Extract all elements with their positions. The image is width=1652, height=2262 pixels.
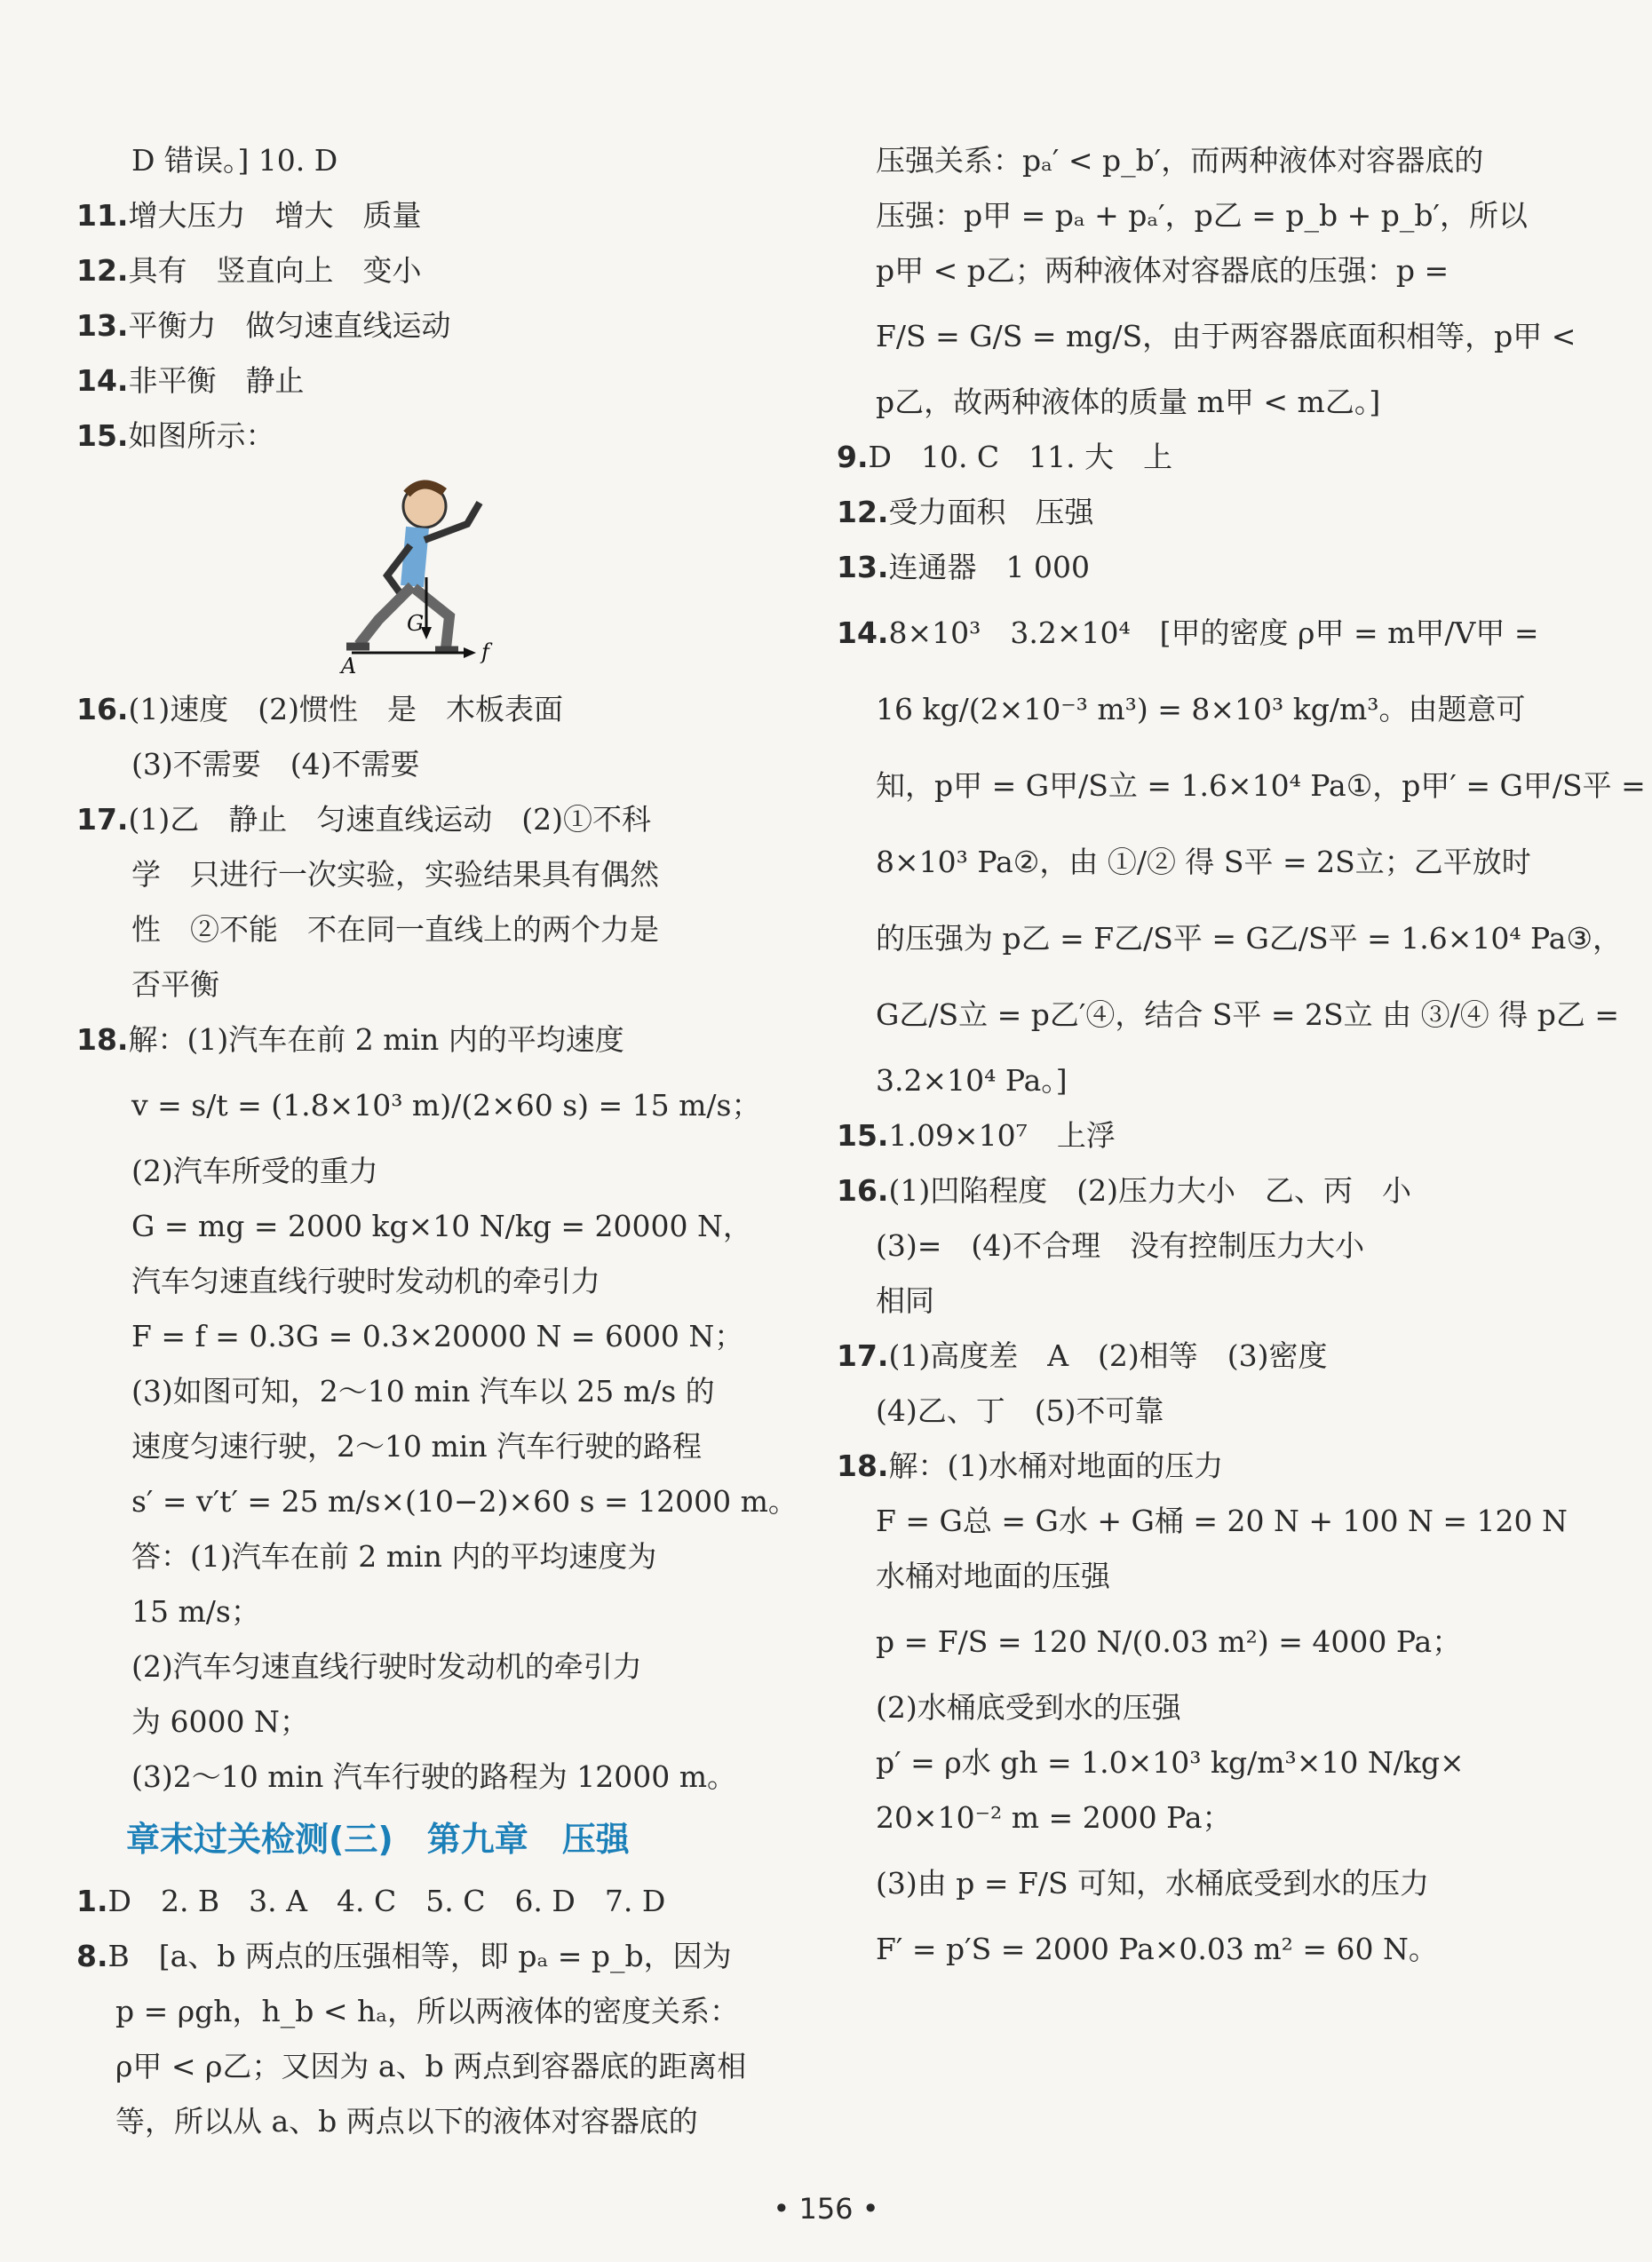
- answer-line: 18.解：(1)汽车在前 2 min 内的平均速度: [76, 1022, 624, 1057]
- answer-line: 水桶对地面的压强: [876, 1559, 1110, 1593]
- formula-line: F = G总 = G水 + G桶 = 20 N + 100 N = 120 N: [876, 1504, 1568, 1538]
- answer-line: 8.B [a、b 两点的压强相等，即 pₐ = p_b，因为: [76, 1939, 732, 1973]
- answer-line: (4)乙、丁 (5)不可靠: [876, 1393, 1164, 1428]
- answer-line: 18.解：(1)水桶对地面的压力: [837, 1448, 1224, 1483]
- answer-line: 16.(1)速度 (2)惯性 是 木板表面: [76, 692, 563, 726]
- answer-line: (2)水桶底受到水的压强: [876, 1690, 1181, 1725]
- formula-line: (3)由 p = F/S 可知，水桶底受到水的压力: [876, 1866, 1430, 1901]
- answer-line: 否平衡: [131, 967, 219, 1002]
- formula-line: 8×10³ Pa②，由 ①/② 得 S平 = 2S立；乙平放时: [876, 845, 1531, 879]
- formula-line: p′ = ρ水 gh = 1.0×10³ kg/m³×10 N/kg×: [876, 1745, 1465, 1780]
- answer-line: 15.如图所示：: [76, 418, 275, 453]
- answer-line: 汽车匀速直线行驶时发动机的牵引力: [131, 1264, 600, 1298]
- section-title: 章末过关检测(三) 第九章 压强: [126, 1820, 630, 1859]
- answer-line: p乙，故两种液体的质量 m甲 < m乙。]: [876, 385, 1381, 419]
- answer-line: 学 只进行一次实验，实验结果具有偶然: [131, 857, 659, 892]
- formula-line: v = s/t = (1.8×10³ m)/(2×60 s) = 15 m/s；: [131, 1088, 761, 1123]
- answer-line: D 错误。] 10. D: [131, 143, 338, 178]
- point-a-label: A: [341, 654, 357, 679]
- answer-line: 11.增大压力 增大 质量: [76, 198, 422, 233]
- formula-line: 16 kg/(2×10⁻³ m³) = 8×10³ kg/m³。由题意可: [876, 692, 1526, 726]
- formula-line: 14.8×10³ 3.2×10⁴ [甲的密度 ρ甲 = m甲/V甲 =: [837, 615, 1539, 650]
- formula-line: F′ = p′S = 2000 Pa×0.03 m² = 60 N。: [876, 1932, 1438, 1966]
- answer-line: 压强关系：pₐ′ < p_b′，而两种液体对容器底的: [876, 143, 1484, 178]
- answer-line: 13.平衡力 做匀速直线运动: [76, 308, 451, 343]
- formula-line: G乙/S立 = p乙′④，结合 S平 = 2S立 由 ③/④ 得 p乙 =: [876, 997, 1620, 1032]
- answer-line: 答：(1)汽车在前 2 min 内的平均速度为: [131, 1539, 657, 1574]
- answer-line: 15 m/s；: [131, 1594, 260, 1629]
- answer-line: p = ρgh，h_b < hₐ，所以两液体的密度关系：: [115, 1994, 740, 2028]
- answer-line: 1.D 2. B 3. A 4. C 5. C 6. D 7. D: [76, 1884, 666, 1918]
- formula-line: 20×10⁻² m = 2000 Pa；: [876, 1800, 1232, 1835]
- answer-line: (2)汽车所受的重力: [131, 1154, 378, 1188]
- answer-line: 17.(1)乙 静止 匀速直线运动 (2)①不科: [76, 802, 651, 837]
- friction-label: f: [481, 639, 489, 664]
- answer-line: (3)= (4)不合理 没有控制压力大小: [876, 1228, 1365, 1263]
- answer-line: 12.受力面积 压强: [837, 495, 1094, 529]
- answer-line: 9.D 10. C 11. 大 上: [837, 440, 1173, 474]
- friction-arrowhead: [464, 647, 476, 658]
- answer-line: 14.非平衡 静止: [76, 363, 305, 398]
- formula-line: F/S = G/S = mg/S，由于两容器底面积相等，p甲 <: [876, 319, 1577, 353]
- formula-line: F = f = 0.3G = 0.3×20000 N = 6000 N；: [131, 1319, 744, 1353]
- answer-line: ρ甲 < ρ乙；又因为 a、b 两点到容器底的距离相: [115, 2049, 747, 2083]
- gravity-label: G: [407, 611, 425, 636]
- answer-line: 3.2×10⁴ Pa。]: [876, 1063, 1068, 1098]
- answer-line: p甲 < p乙；两种液体对容器底的压强：p =: [876, 253, 1449, 288]
- answer-line: (3)不需要 (4)不需要: [131, 747, 420, 782]
- answer-line: 相同: [876, 1283, 934, 1318]
- formula-line: 知，p甲 = G甲/S立 = 1.6×10⁴ Pa①，p甲′ = G甲/S平 =: [876, 768, 1646, 803]
- formula-line: p = F/S = 120 N/(0.03 m²) = 4000 Pa；: [876, 1624, 1462, 1659]
- answer-line: 16.(1)凹陷程度 (2)压力大小 乙、丙 小: [837, 1173, 1411, 1208]
- answer-line: (2)汽车匀速直线行驶时发动机的牵引力: [131, 1649, 642, 1684]
- formula-line: 的压强为 p乙 = F乙/S平 = G乙/S平 = 1.6×10⁴ Pa③，: [876, 921, 1623, 956]
- answer-line: 压强：p甲 = pₐ + pₐ′，p乙 = p_b + p_b′，所以: [876, 198, 1528, 233]
- answer-line: 12.具有 竖直向上 变小: [76, 253, 422, 288]
- answer-line: 等，所以从 a、b 两点以下的液体对容器底的: [115, 2104, 698, 2139]
- runner-force-diagram: [325, 471, 556, 679]
- answer-line: 速度匀速行驶，2～10 min 汽车行驶的路程: [131, 1429, 703, 1464]
- page-number: • 156 •: [773, 2192, 879, 2226]
- answer-line: 13.连通器 1 000: [837, 550, 1090, 584]
- formula-line: s′ = v′t′ = 25 m/s×(10−2)×60 s = 12000 m。: [131, 1484, 798, 1519]
- answer-line: 为 6000 N；: [131, 1704, 309, 1739]
- answer-line: 17.(1)高度差 A (2)相等 (3)密度: [837, 1338, 1328, 1373]
- answer-line: 15.1.09×10⁷ 上浮: [837, 1118, 1116, 1153]
- left-column: [76, 133, 798, 2149]
- answer-line: 性 ②不能 不在同一直线上的两个力是: [131, 912, 659, 947]
- answer-line: (3)如图可知，2～10 min 汽车以 25 m/s 的: [131, 1374, 715, 1409]
- right-column: [837, 133, 1646, 1977]
- answer-line: (3)2～10 min 汽车行驶的路程为 12000 m。: [131, 1759, 737, 1794]
- formula-line: G = mg = 2000 kg×10 N/kg = 20000 N，: [131, 1209, 752, 1243]
